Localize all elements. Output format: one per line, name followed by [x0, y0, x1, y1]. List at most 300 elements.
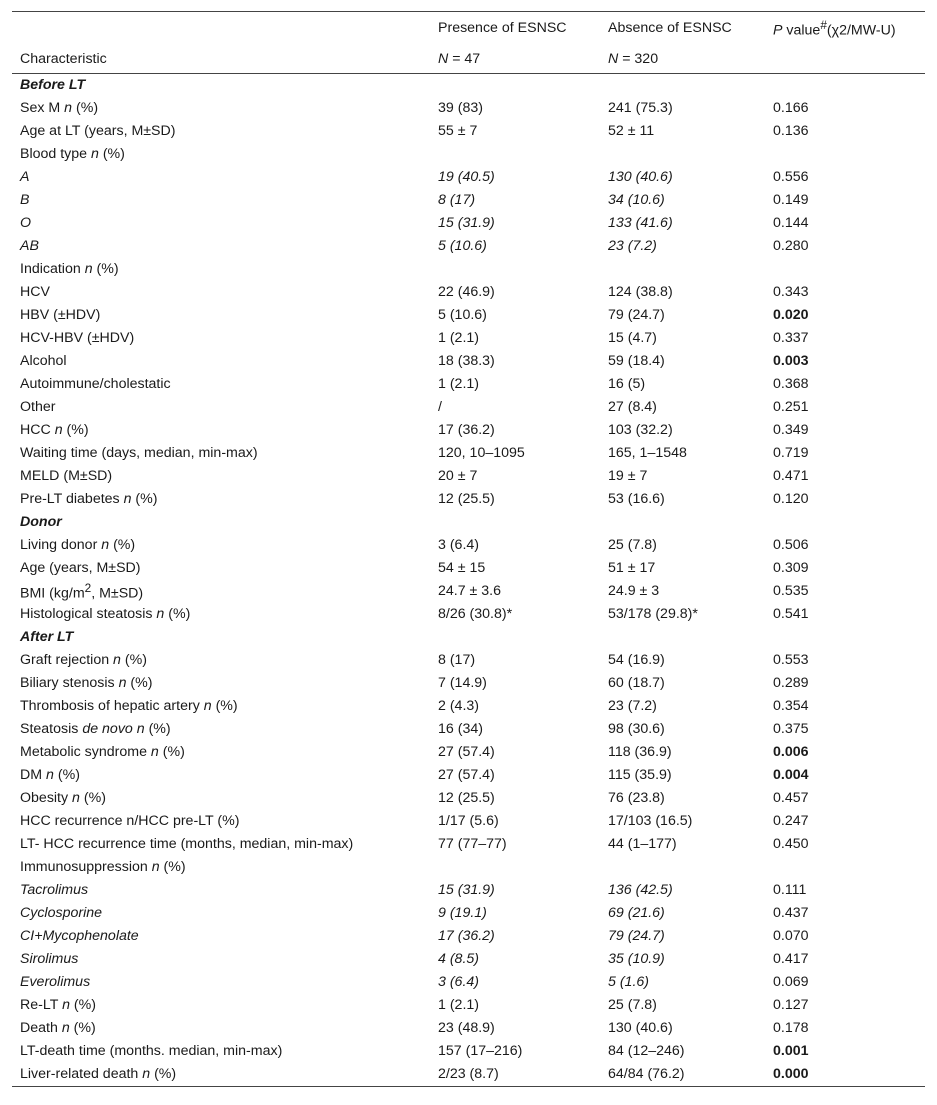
p-value-cell [765, 258, 925, 281]
label-italic-part: n [156, 606, 165, 622]
label-part: Graft rejection [20, 652, 114, 668]
label-italic-part: n [91, 146, 99, 162]
section-row [12, 511, 925, 534]
header-presence-n [430, 44, 600, 74]
p-value-cell: 0.354 [773, 698, 809, 714]
presence-value-cell: 55 ± 7 [438, 123, 478, 139]
p-value-cell: 0.020 [773, 307, 809, 323]
label-italic-part: n [46, 767, 54, 783]
table-row [12, 212, 925, 235]
characteristic-cell [12, 235, 430, 258]
characteristic-cell [12, 718, 430, 741]
header-p-value [765, 12, 925, 44]
presence-value-cell: 8 (17) [438, 652, 476, 668]
label-part: Sex M [20, 100, 65, 116]
absence-value-cell: 53/178 (29.8)* [608, 606, 698, 622]
label-italic-part: Cyclosporine [20, 905, 103, 921]
absence-value-cell: 59 (18.4) [608, 353, 665, 369]
p-value-cell: 0.457 [773, 790, 809, 806]
characteristic-cell [12, 948, 430, 971]
table-row [12, 580, 925, 603]
table-row [12, 304, 925, 327]
absence-value-cell: 136 (42.5) [608, 882, 673, 898]
label-part: HCV [20, 284, 50, 300]
label-part: BMI (kg/m [20, 585, 85, 602]
table-row [12, 856, 925, 879]
data-table [12, 12, 925, 1086]
table-row [12, 741, 925, 764]
p-value-cell: 0.144 [773, 215, 809, 231]
table-row [12, 787, 925, 810]
header-n-italic: N [438, 50, 449, 67]
label-part: Thrombosis of hepatic artery [20, 698, 204, 714]
absence-value-cell: 53 (16.6) [608, 491, 665, 507]
label-italic-part: Sirolimus [20, 951, 79, 967]
absence-value-cell [600, 143, 765, 166]
label-part: Death [20, 1020, 62, 1036]
label-part: Steatosis [20, 721, 83, 737]
label-part: (%) [131, 491, 158, 507]
absence-value-cell: 84 (12–246) [608, 1043, 685, 1059]
label-part: LT-death time (months. median, min-max) [20, 1043, 283, 1059]
characteristic-cell [12, 764, 430, 787]
presence-value-cell: 17 (36.2) [438, 422, 495, 438]
p-value-cell: 0.120 [773, 491, 809, 507]
presence-value-cell: 27 (57.4) [438, 744, 495, 760]
presence-value-cell: 23 (48.9) [438, 1020, 495, 1036]
characteristic-cell [12, 281, 430, 304]
label-part: (%) [79, 790, 106, 806]
characteristic-cell [12, 1017, 430, 1040]
label-italic-part: n [142, 1066, 151, 1082]
absence-value-cell: 79 (24.7) [608, 928, 665, 944]
label-italic-part: n [72, 790, 80, 806]
absence-value-cell: 34 (10.6) [608, 192, 665, 208]
absence-value-cell: 25 (7.8) [608, 537, 657, 553]
header-characteristic: Characteristic [20, 50, 107, 67]
label-part: MELD (M±SD) [20, 468, 113, 484]
p-value-cell: 0.251 [773, 399, 809, 415]
absence-value-cell: 44 (1–177) [608, 836, 677, 852]
table-row [12, 994, 925, 1017]
label-part: HCC [20, 422, 55, 438]
label-part: Pre-LT diabetes [20, 491, 124, 507]
empty-cell [600, 74, 765, 97]
characteristic-cell [12, 649, 430, 672]
characteristic-cell [12, 925, 430, 948]
label-part: Obesity [20, 790, 73, 806]
table-row [12, 281, 925, 304]
presence-value-cell: 12 (25.5) [438, 491, 495, 507]
characteristic-cell [12, 1063, 430, 1086]
label-italic-part: n [203, 698, 212, 714]
header-n-italic: N [608, 50, 619, 67]
table-row [12, 1063, 925, 1086]
empty-cell [765, 74, 925, 97]
table-row [12, 97, 925, 120]
label-part: (%) [92, 261, 119, 277]
presence-value-cell: 54 ± 15 [438, 560, 486, 576]
p-value-cell: 0.136 [773, 123, 809, 139]
label-part: Other [20, 399, 56, 415]
header-absence: Absence of ESNSC [608, 20, 732, 36]
label-part: Alcohol [20, 353, 67, 369]
absence-value-cell: 165, 1–1548 [608, 445, 687, 461]
absence-value-cell: 24.9 ± 3 [608, 583, 660, 599]
presence-value-cell: 4 (8.5) [438, 951, 480, 967]
absence-value-cell [600, 856, 765, 879]
label-part: (%) [53, 767, 80, 783]
p-value-cell: 0.000 [773, 1066, 809, 1082]
table-row [12, 718, 925, 741]
empty-cell [600, 511, 765, 534]
label-part: (%) [69, 1020, 96, 1036]
absence-value-cell: 23 (7.2) [608, 238, 657, 254]
presence-value-cell: 18 (38.3) [438, 353, 495, 369]
header-row-1 [12, 12, 925, 44]
presence-value-cell: 5 (10.6) [438, 238, 487, 254]
p-value-cell: 0.719 [773, 445, 809, 461]
table-row [12, 465, 925, 488]
characteristic-cell [12, 695, 430, 718]
presence-value-cell: 8 (17) [438, 192, 476, 208]
label-italic-part: n [54, 422, 63, 438]
table-row [12, 143, 925, 166]
table-row [12, 442, 925, 465]
table-row [12, 235, 925, 258]
table-row [12, 695, 925, 718]
table-row [12, 971, 925, 994]
p-value-cell: 0.280 [773, 238, 809, 254]
characteristic-cell [12, 304, 430, 327]
presence-value-cell: 157 (17–216) [438, 1043, 523, 1059]
section-heading: Before LT [20, 77, 86, 94]
characteristic-cell [12, 189, 430, 212]
table-row [12, 189, 925, 212]
label-part: HCC recurrence n/HCC pre-LT (%) [20, 813, 240, 829]
label-part: Living donor [20, 537, 102, 553]
presence-value-cell: 15 (31.9) [438, 882, 495, 898]
p-value-cell: 0.450 [773, 836, 809, 852]
absence-value-cell: 64/84 (76.2) [608, 1066, 685, 1082]
characteristic-cell [12, 327, 430, 350]
label-part: (%) [144, 721, 171, 737]
absence-value-cell: 60 (18.7) [608, 675, 665, 691]
label-italic-part: Tacrolimus [20, 882, 89, 898]
table-row [12, 948, 925, 971]
table-row [12, 1040, 925, 1063]
label-part: LT- HCC recurrence time (months, median, min-max) [20, 836, 354, 852]
presence-value-cell: / [438, 399, 442, 415]
characteristic-cell [12, 902, 430, 925]
presence-value-cell: 1 (2.1) [438, 330, 480, 346]
characteristic-cell [12, 465, 430, 488]
label-italic-part: A [20, 169, 30, 185]
presence-value-cell: 1/17 (5.6) [438, 813, 499, 829]
header-empty-cell [12, 12, 430, 44]
presence-value-cell: 8/26 (30.8)* [438, 606, 513, 622]
p-value-cell: 0.471 [773, 468, 809, 484]
characteristic-cell [12, 488, 430, 511]
characteristic-cell [12, 120, 430, 143]
label-part: (%) [158, 744, 185, 760]
characteristic-cell [12, 787, 430, 810]
label-italic-part: O [20, 215, 32, 231]
table-row [12, 810, 925, 833]
presence-value-cell: 24.7 ± 3.6 [438, 583, 502, 599]
characteristic-cell [12, 994, 430, 1017]
characteristic-cell [12, 672, 430, 695]
label-part: Blood type [20, 146, 91, 162]
label-part: Biliary stenosis [20, 675, 119, 691]
p-value-cell: 0.375 [773, 721, 809, 737]
presence-value-cell: 1 (2.1) [438, 376, 480, 392]
characteristic-cell [12, 557, 430, 580]
presence-value-cell: 9 (19.1) [438, 905, 487, 921]
p-value-cell: 0.289 [773, 675, 809, 691]
p-value-cell: 0.437 [773, 905, 809, 921]
p-value-cell: 0.178 [773, 1020, 809, 1036]
label-italic-part: n [118, 675, 127, 691]
characteristic-cell [12, 856, 430, 879]
label-part: (%) [126, 675, 153, 691]
presence-value-cell: 77 (77–77) [438, 836, 507, 852]
absence-value-cell: 103 (32.2) [608, 422, 673, 438]
label-italic-part: n [84, 261, 93, 277]
table-row [12, 120, 925, 143]
section-row [12, 626, 925, 649]
table-row [12, 373, 925, 396]
label-italic-part: n [61, 1020, 70, 1036]
absence-value-cell: 130 (40.6) [608, 169, 673, 185]
characteristic-cell [12, 810, 430, 833]
table-row [12, 879, 925, 902]
p-value-cell: 0.337 [773, 330, 809, 346]
table-row [12, 350, 925, 373]
p-value-cell: 0.368 [773, 376, 809, 392]
table-row [12, 396, 925, 419]
absence-value-cell: 69 (21.6) [608, 905, 665, 921]
characteristic-cell [12, 143, 430, 166]
header-p-sup: # [820, 17, 827, 32]
presence-value-cell: 20 ± 7 [438, 468, 478, 484]
absence-value-cell: 17/103 (16.5) [608, 813, 693, 829]
section-heading: Donor [20, 514, 62, 530]
absence-value-cell: 76 (23.8) [608, 790, 665, 806]
absence-value-cell: 98 (30.6) [608, 721, 665, 737]
label-italic-part: CI+Mycophenolate [20, 928, 139, 944]
header-empty-cell [765, 44, 925, 74]
presence-value-cell: 15 (31.9) [438, 215, 495, 231]
characteristic-cell [12, 879, 430, 902]
presence-value-cell: 17 (36.2) [438, 928, 495, 944]
p-value-cell: 0.006 [773, 744, 809, 760]
absence-value-cell: 35 (10.9) [608, 951, 665, 967]
p-value-cell: 0.541 [773, 606, 809, 622]
p-value-cell: 0.149 [773, 192, 809, 208]
p-value-cell: 0.506 [773, 537, 809, 553]
characteristic-cell [12, 1040, 430, 1063]
table-row [12, 534, 925, 557]
label-part: (%) [98, 146, 125, 162]
label-part: Metabolic syndrome [20, 744, 151, 760]
characteristic-cell [12, 419, 430, 442]
label-part: Autoimmune/cholestatic [20, 376, 171, 392]
absence-value-cell: 51 ± 17 [608, 560, 656, 576]
characteristic-cell [12, 833, 430, 856]
p-value-cell: 0.001 [773, 1043, 809, 1059]
presence-value-cell: 5 (10.6) [438, 307, 487, 323]
characteristic-cell [12, 971, 430, 994]
table-row [12, 327, 925, 350]
header-p-rest: value [782, 22, 821, 39]
presence-value-cell [430, 143, 600, 166]
section-row [12, 74, 925, 97]
table-row [12, 488, 925, 511]
p-value-cell [765, 856, 925, 879]
label-part: Waiting time (days, median, min-max) [20, 445, 258, 461]
presence-value-cell [430, 258, 600, 281]
label-part: HBV (±HDV) [20, 307, 101, 323]
p-value-cell: 0.111 [773, 882, 807, 898]
header-absence-n-value: = 320 [618, 50, 659, 67]
characteristic-cell [12, 741, 430, 764]
presence-value-cell: 1 (2.1) [438, 997, 480, 1013]
presence-value-cell: 2 (4.3) [438, 698, 480, 714]
p-value-cell: 0.349 [773, 422, 809, 438]
empty-cell [765, 511, 925, 534]
absence-value-cell: 115 (35.9) [608, 767, 672, 783]
p-value-cell: 0.004 [773, 767, 809, 783]
table-body [12, 74, 925, 1086]
table-row [12, 419, 925, 442]
characteristic-cell [12, 258, 430, 281]
presence-value-cell: 27 (57.4) [438, 767, 495, 783]
presence-value-cell: 7 (14.9) [438, 675, 487, 691]
label-part: HCV-HBV (±HDV) [20, 330, 135, 346]
p-value-cell: 0.417 [773, 951, 809, 967]
p-value-cell: 0.003 [773, 353, 809, 369]
table-row [12, 672, 925, 695]
header-p-italic: P [773, 22, 783, 39]
label-part: (%) [159, 859, 186, 875]
label-italic-part: AB [20, 238, 39, 254]
p-value-cell [765, 143, 925, 166]
absence-value-cell: 27 (8.4) [608, 399, 657, 415]
table-row [12, 603, 925, 626]
characteristic-cell [12, 603, 430, 626]
label-superscript: 2 [84, 580, 92, 595]
absence-value-cell: 133 (41.6) [608, 215, 673, 231]
characteristics-table [12, 11, 925, 1087]
presence-value-cell: 3 (6.4) [438, 974, 480, 990]
table-row [12, 166, 925, 189]
empty-cell [765, 626, 925, 649]
absence-value-cell: 52 ± 11 [608, 123, 655, 139]
label-italic-part: n [64, 100, 73, 116]
presence-value-cell: 16 (34) [438, 721, 483, 737]
empty-cell [430, 626, 600, 649]
label-part: (%) [120, 652, 147, 668]
characteristic-cell [12, 442, 430, 465]
characteristic-cell [12, 97, 430, 120]
absence-value-cell: 15 (4.7) [608, 330, 657, 346]
empty-cell [430, 511, 600, 534]
presence-value-cell: 22 (46.9) [438, 284, 495, 300]
absence-value-cell: 79 (24.7) [608, 307, 665, 323]
label-part: (%) [72, 100, 99, 116]
table-row [12, 649, 925, 672]
empty-cell [600, 626, 765, 649]
p-value-cell: 0.247 [773, 813, 809, 829]
characteristic-cell [12, 580, 430, 603]
presence-value-cell: 3 (6.4) [438, 537, 480, 553]
empty-cell [430, 74, 600, 97]
p-value-cell: 0.343 [773, 284, 809, 300]
header-presence-n-value: = 47 [448, 50, 481, 67]
label-italic-part: n [113, 652, 121, 668]
table-row [12, 1017, 925, 1040]
characteristic-cell [12, 166, 430, 189]
label-part: (%) [150, 1066, 177, 1082]
label-italic-part: de novo n [82, 721, 145, 737]
presence-value-cell: 12 (25.5) [438, 790, 495, 806]
presence-value-cell: 39 (83) [438, 100, 483, 116]
presence-value-cell: 2/23 (8.7) [438, 1066, 499, 1082]
absence-value-cell: 241 (75.3) [608, 100, 673, 116]
p-value-cell: 0.535 [773, 583, 809, 599]
characteristic-cell [12, 396, 430, 419]
label-part: Histological steatosis [20, 606, 157, 622]
header-presence: Presence of ESNSC [438, 20, 567, 36]
label-part: (%) [211, 698, 238, 714]
table-row [12, 764, 925, 787]
p-value-cell: 0.127 [773, 997, 809, 1013]
p-value-cell: 0.556 [773, 169, 809, 185]
presence-value-cell: 120, 10–1095 [438, 445, 525, 461]
table-row [12, 902, 925, 925]
table-row [12, 925, 925, 948]
label-part: Liver-related death [20, 1066, 143, 1082]
label-italic-part: n [150, 744, 159, 760]
absence-value-cell: 130 (40.6) [608, 1020, 673, 1036]
absence-value-cell: 19 ± 7 [608, 468, 648, 484]
label-italic-part: n [62, 997, 70, 1013]
p-value-cell: 0.069 [773, 974, 809, 990]
label-part: DM [20, 767, 47, 783]
characteristic-cell [12, 373, 430, 396]
header-row-2 [12, 44, 925, 74]
absence-value-cell: 124 (38.8) [608, 284, 673, 300]
label-part: , M±SD) [91, 585, 144, 602]
absence-value-cell: 25 (7.8) [608, 997, 657, 1013]
absence-value-cell: 23 (7.2) [608, 698, 657, 714]
p-value-cell: 0.309 [773, 560, 809, 576]
absence-value-cell: 118 (36.9) [608, 744, 672, 760]
p-value-cell: 0.166 [773, 100, 809, 116]
label-italic-part: n [101, 537, 110, 553]
section-heading: After LT [20, 629, 74, 645]
p-value-cell: 0.070 [773, 928, 809, 944]
label-italic-part: B [20, 192, 30, 208]
label-part: Re-LT [20, 997, 63, 1013]
label-part: Age (years, M±SD) [20, 560, 141, 576]
label-italic-part: n [151, 859, 160, 875]
absence-value-cell: 16 (5) [608, 376, 646, 392]
label-part: Age at LT (years, M±SD) [20, 123, 176, 139]
p-value-cell: 0.553 [773, 652, 809, 668]
absence-value-cell [600, 258, 765, 281]
